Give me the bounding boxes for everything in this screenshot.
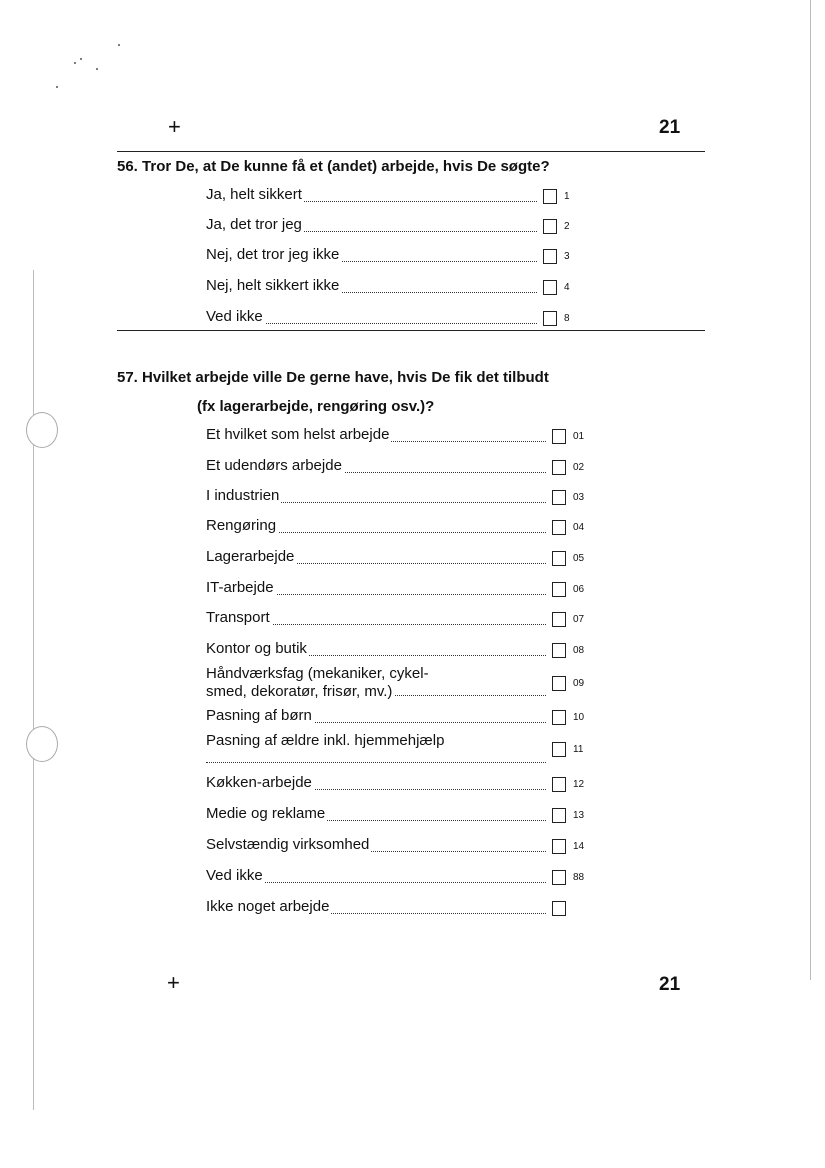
option-label: Ikke noget arbejde <box>206 898 330 915</box>
checkbox-06[interactable] <box>552 582 566 597</box>
punch-hole-bottom <box>26 726 58 762</box>
q57-option-row <box>206 457 552 477</box>
response-code: 8 <box>564 313 570 324</box>
response-code: 02 <box>573 462 585 473</box>
q57-option-row <box>206 579 552 599</box>
q57-option-row <box>206 805 552 825</box>
checkbox-08[interactable] <box>552 643 566 658</box>
option-label: Kontor og butik <box>206 640 307 657</box>
scan-speck <box>74 62 76 64</box>
footer-registration-mark: + <box>167 970 180 995</box>
option-label: Ja, helt sikkert <box>206 186 302 203</box>
checkbox-11[interactable] <box>552 742 566 757</box>
scan-speck <box>56 86 58 88</box>
response-code: 07 <box>573 614 585 625</box>
response-code: 3 <box>564 251 570 262</box>
option-label: Ja, det tror jeg <box>206 216 302 233</box>
q57-option-row <box>206 732 552 752</box>
checkbox-3[interactable] <box>543 249 557 264</box>
leader-dots <box>206 762 546 763</box>
q57-subtitle: (fx lagerarbejde, rengøring osv.)? <box>197 398 435 415</box>
option-label: Pasning af børn <box>206 707 312 724</box>
option-label: Køkken-arbejde <box>206 774 312 791</box>
response-code: 4 <box>564 282 570 293</box>
header-registration-mark: + <box>168 114 181 139</box>
checkbox-88[interactable] <box>552 870 566 885</box>
response-code: 05 <box>573 553 585 564</box>
q56-option-row <box>206 216 543 236</box>
checkbox-8[interactable] <box>543 311 557 326</box>
response-code: 09 <box>573 678 585 689</box>
footer-page-number: 21 <box>659 974 681 995</box>
q56-option-row <box>206 277 543 297</box>
response-code: 14 <box>573 841 585 852</box>
q57-option-row <box>206 898 552 918</box>
checkbox-4[interactable] <box>543 280 557 295</box>
q57-option-row <box>206 707 552 727</box>
option-label: Et hvilket som helst arbejde <box>206 426 390 443</box>
option-label: Nej, det tror jeg ikke <box>206 246 340 263</box>
q56-bottom-rule <box>117 330 705 331</box>
checkbox-03[interactable] <box>552 490 566 505</box>
option-label: Ved ikke <box>206 308 263 325</box>
checkbox-02[interactable] <box>552 460 566 475</box>
option-label: Håndværksfag (mekaniker, cykel- <box>206 665 429 682</box>
option-label: Ved ikke <box>206 867 263 884</box>
scan-speck <box>80 58 82 60</box>
q57-option-row <box>206 774 552 794</box>
response-code: 12 <box>573 779 585 790</box>
option-label: Rengøring <box>206 517 277 534</box>
q56-option-row <box>206 246 543 266</box>
response-code: 13 <box>573 810 585 821</box>
checkbox-14[interactable] <box>552 839 566 854</box>
response-code: 10 <box>573 712 585 723</box>
checkbox-10[interactable] <box>552 710 566 725</box>
checkbox-09[interactable] <box>552 676 566 691</box>
punch-hole-top <box>26 412 58 448</box>
checkbox-none[interactable] <box>552 901 566 916</box>
option-label: Medie og reklame <box>206 805 326 822</box>
checkbox-1[interactable] <box>543 189 557 204</box>
option-label: Lagerarbejde <box>206 548 295 565</box>
response-code: 06 <box>573 584 585 595</box>
checkbox-01[interactable] <box>552 429 566 444</box>
response-code: 11 <box>573 744 584 755</box>
header-page-number: 21 <box>659 117 681 138</box>
q57-option-row <box>206 867 552 887</box>
left-scan-line <box>33 270 34 1110</box>
scan-speck <box>96 68 98 70</box>
checkbox-12[interactable] <box>552 777 566 792</box>
option-label: Pasning af ældre inkl. hjemmehjælp <box>206 732 445 749</box>
q57-option-row <box>206 640 552 660</box>
header-rule <box>117 151 705 152</box>
response-code: 04 <box>573 522 585 533</box>
q57-option-row <box>206 487 552 507</box>
response-code: 88 <box>573 872 585 883</box>
checkbox-2[interactable] <box>543 219 557 234</box>
option-label: Selvstændig virksomhed <box>206 836 370 853</box>
checkbox-07[interactable] <box>552 612 566 627</box>
q57-title: 57. Hvilket arbejde ville De gerne have, hvis De fik det tilbudt <box>117 369 549 386</box>
option-label: Nej, helt sikkert ikke <box>206 277 340 294</box>
option-label: Et udendørs arbejde <box>206 457 342 474</box>
q57-option-row <box>206 836 552 856</box>
response-code: 1 <box>564 191 570 202</box>
option-label: Transport <box>206 609 270 626</box>
response-code: 2 <box>564 221 570 232</box>
q57-option-row <box>206 665 552 700</box>
q57-option-row <box>206 548 552 568</box>
option-label: IT-arbejde <box>206 579 274 596</box>
option-label-line2: smed, dekoratør, frisør, mv.) <box>206 683 393 700</box>
checkbox-05[interactable] <box>552 551 566 566</box>
q57-option-row <box>206 609 552 629</box>
checkbox-13[interactable] <box>552 808 566 823</box>
scan-speck <box>118 44 120 46</box>
q57-option-row <box>206 517 552 537</box>
response-code: 08 <box>573 645 585 656</box>
q57-option-row <box>206 426 552 446</box>
q56-title: 56. Tror De, at De kunne få et (andet) arbejde, hvis De søgte? <box>117 158 550 175</box>
response-code: 03 <box>573 492 585 503</box>
q56-option-row <box>206 186 543 206</box>
right-scan-line <box>810 0 811 980</box>
checkbox-04[interactable] <box>552 520 566 535</box>
option-label: I industrien <box>206 487 280 504</box>
response-code: 01 <box>573 431 585 442</box>
q56-option-row <box>206 308 543 328</box>
